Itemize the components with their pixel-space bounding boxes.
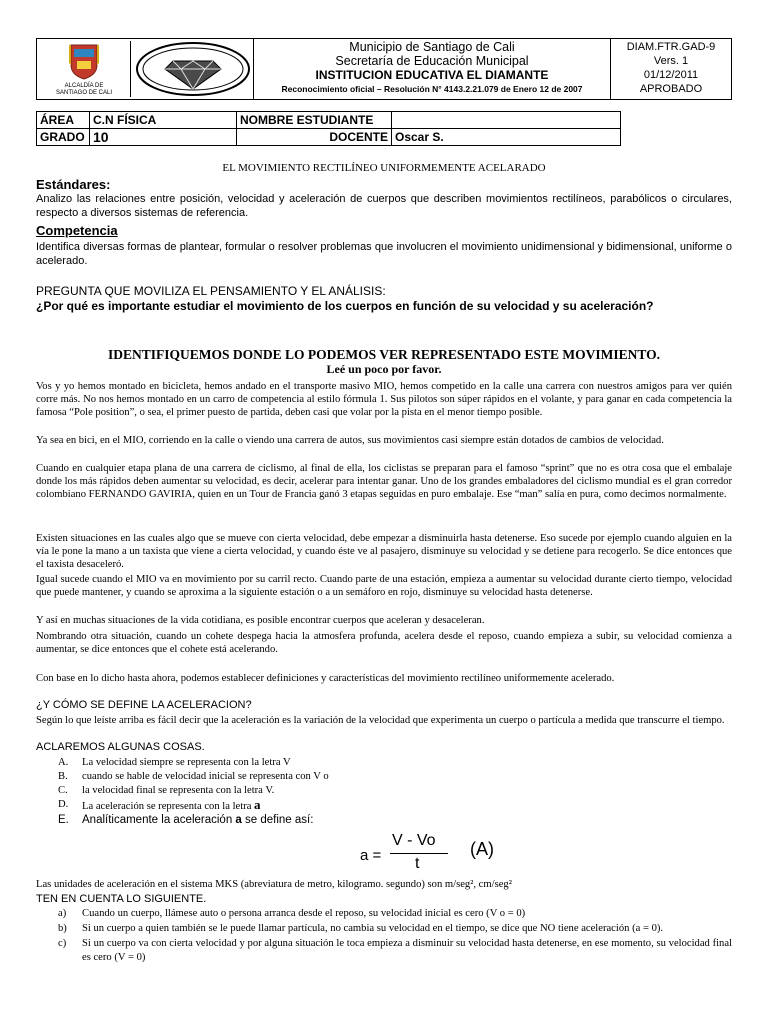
acceleration-formula bbox=[360, 830, 560, 874]
reading-paragraph-8: Con base en lo dicho hasta ahora, podemos establecer definiciones y características del movimiento rectilíneo uniformemente acelerado. bbox=[36, 673, 615, 684]
list-item: B. cuando se hable de velocidad inicial se representa con V o bbox=[58, 771, 329, 782]
doc-code: DIAM.FTR.GAD-9 bbox=[626, 41, 716, 53]
diamond-logo bbox=[133, 41, 253, 97]
reading-paragraph-7: Nombrando otra situación, cuando un cohete despega hacia la atmosfera profunda, acelera desde el reposo, cuando empieza a subir, su velocidad comienza a aumentar, se dice entonces que el cohete está acelerando. bbox=[36, 631, 732, 656]
secretary-line: Secretaría de Educación Municipal bbox=[335, 54, 529, 68]
reading-paragraph-3: Cuando en cualquier etapa plana de una carrera de ciclismo, al final de ella, los ciclistas se preparan para el famoso “sprint” que no es otra cosa que el embalaje donde los más rápidos deben aumentar su velocidad, es decir, acelerar para intentar ganar. Uno de los grandes embaladores del ciclismo mundial es el gran corredor colombiano FERNANDO GAVIRIA, quien en un Tour de Francia ganó 3 etapas seguidas en puro embalaje. Ese “man” salía en pura, como decimos normalmente. bbox=[36, 463, 732, 501]
document-header bbox=[36, 38, 732, 100]
resolution-line: Reconocimiento oficial – Resolución N° 4143.2.21.079 de Enero 12 de 2007 bbox=[281, 84, 583, 94]
student-label: NOMBRE ESTUDIANTE bbox=[237, 112, 392, 129]
competence-heading: Competencia bbox=[36, 223, 118, 238]
section-title: IDENTIFIQUEMOS DONDE LO PODEMOS VER REPRESENTADO ESTE MOVIMIENTO. bbox=[107, 347, 661, 362]
institution-header bbox=[253, 39, 611, 99]
list-item: C. la velocidad final se representa con la letra V. bbox=[58, 785, 275, 796]
question-label: PREGUNTA QUE MOVILIZA EL PENSAMIENTO Y EL ANÁLISIS: bbox=[36, 284, 386, 298]
definition-question: ¿Y CÓMO SE DEFINE LA ACELERACION? bbox=[36, 699, 252, 711]
teacher-value: Oscar S. bbox=[392, 129, 621, 146]
reading-paragraph-4: Existen situaciones en las cuales algo que se mueve con cierta velocidad, debe empezar a disminuirla hasta detenerse. Eso sucede por ejemplo cuando alguien en la vía le pone la mano a un taxista que viene a cierta velocidad, y cuando éste ve al pasajero, disminuye su velocidad y se detiene para recogerlo. Se dice entonces que el taxista desaceleró. bbox=[36, 533, 732, 571]
fraction-bar bbox=[390, 853, 448, 854]
reading-paragraph-6: Y así en muchas situaciones de la vida cotidiana, es posible encontrar cuerpos que aceleran y desaceleran. bbox=[36, 615, 485, 626]
cali-logo bbox=[41, 41, 131, 97]
standards-text: Analizo las relaciones entre posición, velocidad y aceleración de cuerpos que describen movimientos rectilíneos, parabólicos o circulares, respecto a diversos sistemas de referencia. bbox=[36, 193, 732, 219]
list-item: c) Si un cuerpo va con cierta velocidad y por alguna situación le toca empieza a disminuir su velocidad hasta detenerse, en ese momento, su velocidad final es cero (V = 0) bbox=[58, 938, 732, 963]
svg-text:SANTIAGO DE CALI: SANTIAGO DE CALI bbox=[55, 90, 113, 96]
list-item: b) Si un cuerpo a quien también se le puede llamar partícula, no cambia su velocidad en el tiempo, se dice que NO tiene aceleración (a = 0). bbox=[58, 923, 664, 935]
municipality-line: Municipio de Santiago de Cali bbox=[349, 40, 515, 54]
teacher-label: DOCENTE bbox=[237, 129, 392, 146]
reading-paragraph-2: Ya sea en bici, en el MIO, corriendo en la calle o viendo una carrera de autos, sus movimientos casi siempre están dotados de cambios de velocidad. bbox=[36, 435, 664, 446]
document-title: EL MOVIMIENTO RECTILÍNEO UNIFORMEMENTE ACELARADO bbox=[222, 162, 546, 174]
area-label: ÁREA bbox=[37, 112, 90, 129]
doc-version: Vers. 1 bbox=[653, 55, 689, 67]
reading-paragraph-9: Según lo que leíste arriba es fácil decir que la aceleración es la variación de la velocidad que experimenta un cuerpo o partícula a medida que transcurre el tiempo. bbox=[36, 715, 725, 726]
diamond-icon bbox=[133, 41, 253, 97]
keep-in-mind-heading: TEN EN CUENTA LO SIGUIENTE. bbox=[36, 893, 207, 905]
reading-paragraph-5: Igual sucede cuando el MIO va en movimiento por su carril recto. Cuando parte de una estación, empieza a aumentar su velocidad durante cierto tiempo, velocidad que puede mantener, y cuando se aproxima a la siguiente estación o a un semáforo en rojo, disminuye su velocidad hasta detenerse. bbox=[36, 574, 732, 599]
notes-list bbox=[58, 907, 732, 964]
reading-paragraph-1: Vos y yo hemos montado en bicicleta, hemos andado en el transporte masivo MIO, hemos competido en la calle una carrera con nuestros amigos para ver quién corre más. No nos hemos montado en un carro de competencia al estilo fórmula 1. Sus pilotos son súper rápidos en el volante, y para ganar en cada competencia la famosa “Pole position”, o sea, el primer puesto de partida, deben casi que volar por la pista en el menor tiempo posible. bbox=[36, 381, 732, 419]
list-item: a) Cuando un cuerpo, llámese auto o persona arranca desde el reposo, su velocidad inicial es cero (V o = 0) bbox=[58, 908, 526, 919]
formula-lhs: a = bbox=[360, 847, 382, 864]
list-item: D. La aceleración se representa con la letra a bbox=[58, 797, 261, 812]
institution-line: INSTITUCION EDUCATIVA EL DIAMANTE bbox=[315, 68, 549, 82]
svg-text:ALCALDÍA DE: ALCALDÍA DE bbox=[64, 83, 104, 89]
guiding-question: ¿Por qué es importante estudiar el movimiento de los cuerpos en función de su velocidad y su aceleración? bbox=[36, 299, 654, 313]
formula-denominator: t bbox=[415, 855, 420, 872]
grade-value: 10 bbox=[90, 129, 237, 146]
grade-label: GRADO bbox=[37, 129, 90, 146]
list-item: A. La velocidad siempre se representa con la letra V bbox=[58, 757, 291, 768]
student-name-field[interactable] bbox=[392, 112, 621, 129]
clarify-heading: ACLAREMOS ALGUNAS COSAS. bbox=[36, 741, 205, 753]
doc-status: APROBADO bbox=[639, 83, 703, 95]
standards-heading: Estándares: bbox=[36, 177, 111, 192]
formula-numerator: V - Vo bbox=[392, 832, 436, 849]
shield-icon bbox=[41, 41, 127, 97]
document-code-block bbox=[611, 39, 731, 100]
units-paragraph: Las unidades de aceleración en el sistema MKS (abreviatura de metro, kilogramo. segundo) son m/seg², cm/seg² bbox=[36, 879, 512, 890]
competence-text: Identifica diversas formas de plantear, formular o resolver problemas que involucren el movimiento unidimensional y bidimensional, uniforme o acelerado. bbox=[36, 241, 732, 267]
section-subtitle: Leé un poco por favor. bbox=[326, 362, 442, 376]
list-item: E. Analíticamente la aceleración a se define así: bbox=[58, 814, 314, 826]
area-value: C.N FÍSICA bbox=[90, 112, 237, 129]
clarify-list bbox=[58, 756, 718, 828]
student-info-table bbox=[36, 111, 621, 146]
formula-tag: (A) bbox=[470, 839, 494, 859]
doc-date: 01/12/2011 bbox=[643, 69, 699, 81]
